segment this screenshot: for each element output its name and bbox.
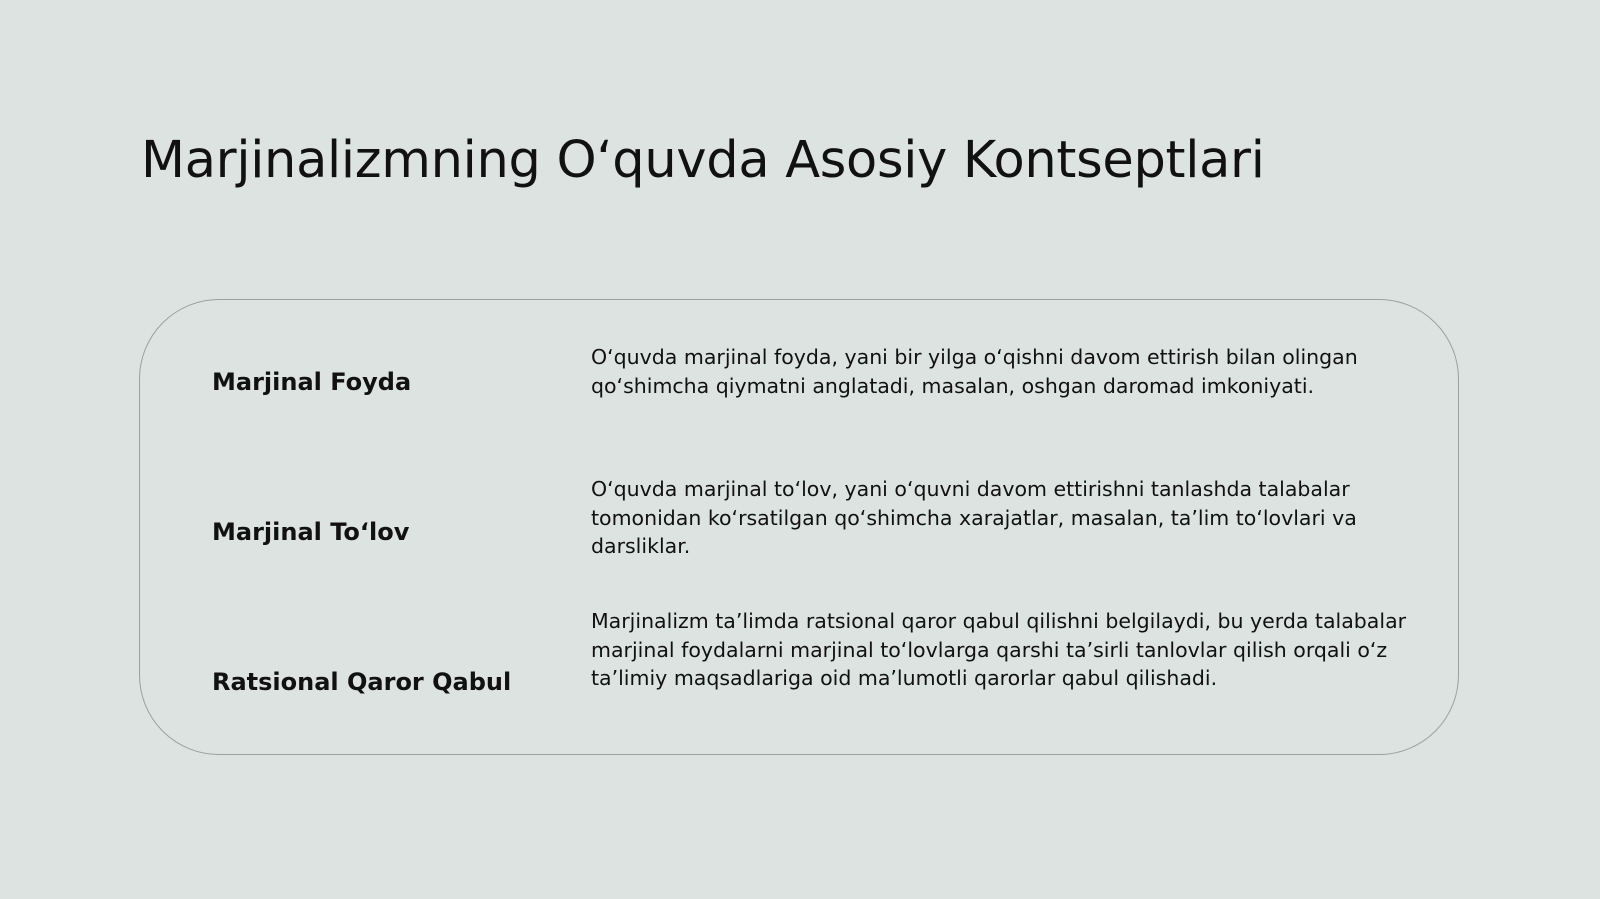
concept-description: O‘quvda marjinal foyda, yani bir yilga o‘qishni davom ettirish bilan olingan qo‘shimcha qiymatni anglatadi, masalan, oshgan daromad imkoniyati. [591,345,1358,398]
concept-description: Marjinalizm ta’limda ratsional qaror qabul qilishni belgilaydi, bu yerda talabalar marjinal foydalarni marjinal to‘lovlarga qarshi ta’sirli tanlovlar qilish orqali o‘z ta’limiy maqsadlariga oid ma’lumotli qarorlar qabul qilishadi. [591,609,1407,690]
slide-title: Marjinalizmning O‘quvda Asosiy Kontseptlari [141,131,1265,190]
concept-term: Marjinal Foyda [212,368,412,396]
concept-term: Ratsional Qaror Qabul [212,668,512,696]
concepts-card [139,299,1459,755]
concept-description: O‘quvda marjinal to‘lov, yani o‘quvni davom ettirishni tanlashda talabalar tomonidan ko‘rsatilgan qo‘shimcha xarajatlar, masalan, ta’lim to‘lovlari va darsliklar. [591,477,1357,558]
concept-term: Marjinal To‘lov [212,518,410,546]
